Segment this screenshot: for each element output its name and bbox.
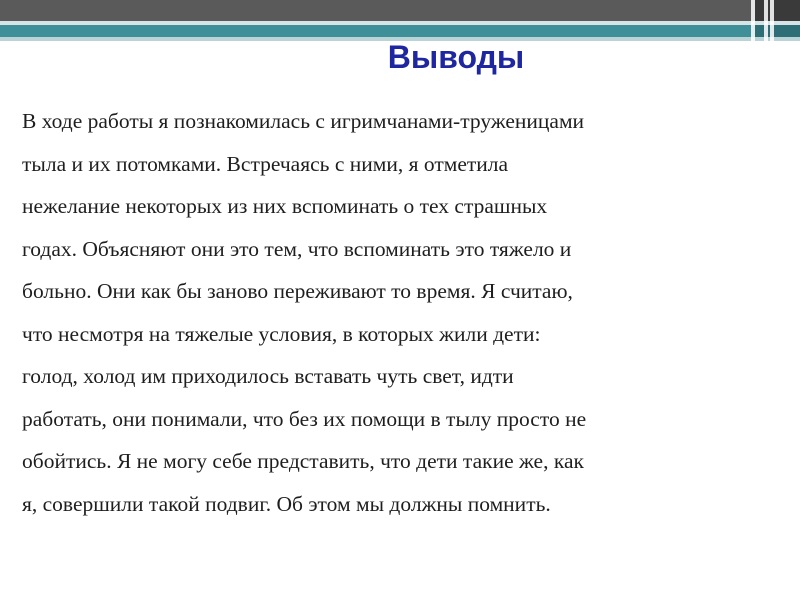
- body-line: В ходе работы я познакомилась с игримчанами-труженицами: [22, 109, 585, 133]
- slide-body: [22, 100, 787, 525]
- body-line: я, совершили такой подвиг. Об этом мы должны помнить.: [22, 491, 551, 516]
- body-line: больно. Они как бы заново переживают то время. Я считаю,: [22, 279, 573, 303]
- body-line: нежелание некоторых из них вспоминать о тех страшных: [22, 194, 548, 218]
- body-line: голод, холод им приходилось вставать чуть свет, идти: [22, 364, 514, 388]
- body-line: годах. Объясняют они это тем, что вспоминать это тяжело и: [22, 236, 572, 261]
- body-line: обойтись. Я не могу себе представить, что дети такие же, как: [22, 449, 584, 473]
- body-line: тыла и их потомками. Встречаясь с ними, я отметила: [22, 151, 509, 176]
- body-line: что несмотря на тяжелые условия, в которых жили дети:: [22, 321, 541, 346]
- header-corner-dark: [755, 0, 800, 21]
- slide-title: Выводы: [387, 39, 525, 75]
- header-band-dark: [0, 0, 800, 21]
- body-line: работать, они понимали, что без их помощи в тылу просто не: [22, 406, 587, 431]
